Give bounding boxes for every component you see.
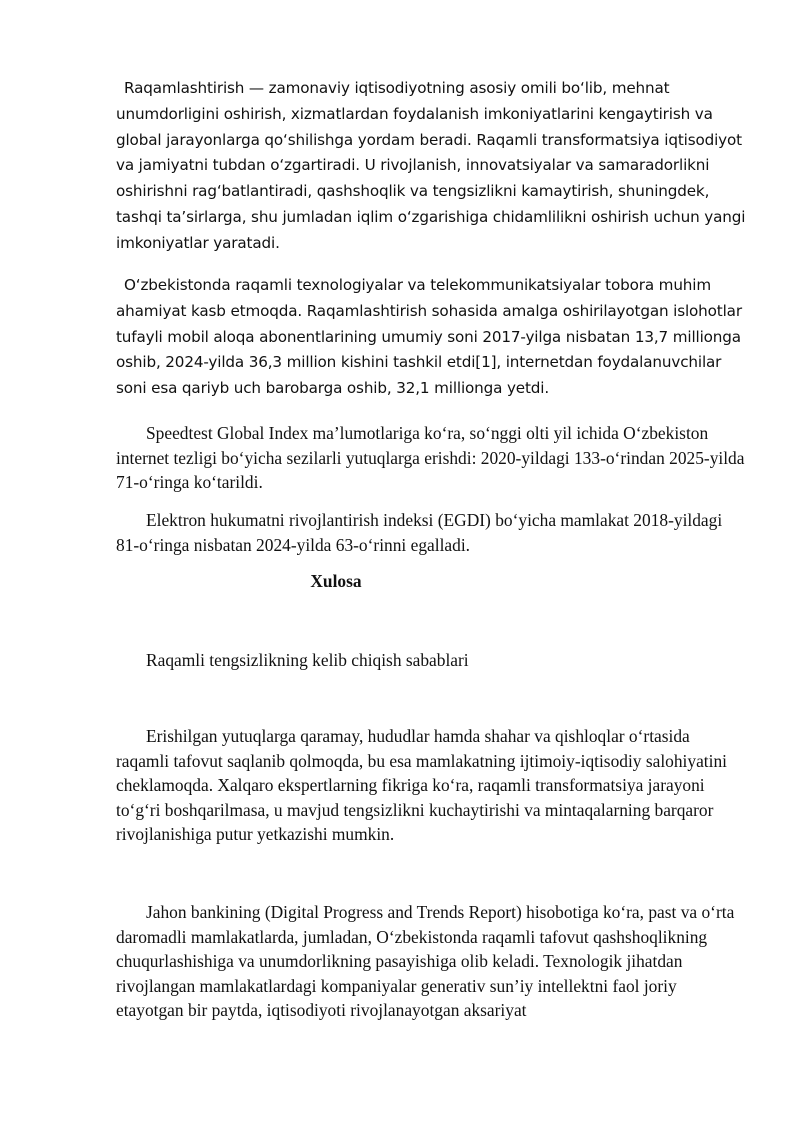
paragraph-world-bank-report: Jahon bankining (Digital Progress and Trends Report) hisobotiga ko‘ra, past va o‘rta daromadli mamlakatlarda, jumladan, O‘zbekistonda raqamli tafovut qashshoqlikning chuqurlashishiga va unumdorlikning pasayishiga olib keladi. Texnologik jihatdan rivojlangan mamlakatlardagi kompaniyalar generativ sun’iy intellektni faol joriy etayotgan bir paytda, iqtisodiyoti rivojlanayotgan aksariyat: [116, 902, 735, 1020]
paragraph-uzbekistan-telecom: O‘zbekistonda raqamli texnologiyalar va telekommunikatsiyalar tobora muhim ahamiyat kasb etmoqda. Raqamlashtirish sohasida amalga oshirilayotgan islohotlar tufayli mobil aloqa abonentlarining umumiy soni 2017-yilga nisbatan 13,7 millionga oshib, 2024-yilda 36,3 million kishini tashkil etdi[1], internetdan foydalanuvchilar soni esa qariyb uch barobarga oshib, 32,1 millionga yetdi.: [116, 276, 742, 398]
section-subheading: Raqamli tengsizlikning kelib chiqish sabablari: [146, 650, 469, 670]
paragraph-digital-divide: Erishilgan yutuqlarga qaramay, hududlar hamda shahar va qishloqlar o‘rtasida raqamli tafovut saqlanib qolmoqda, bu esa mamlakatning ijtimoiy-iqtisodiy salohiyatini cheklamoqda. Xalqaro ekspertlarning fikriga ko‘ra, raqamli transformatsiya jarayoni to‘g‘ri boshqarilmasa, u mavjud tengsizlikni kuchaytirishi va mintaqalarning barqaror rivojlanishiga putur yetkazishi mumkin.: [116, 726, 727, 844]
paragraph-egdi-index: Elektron hukumatni rivojlantirish indeksi (EGDI) bo‘yicha mamlakat 2018-yildagi 81-o‘ringa nisbatan 2024-yilda 63-o‘rinni egalladi.: [116, 510, 723, 555]
paragraph-digitalization-intro: Raqamlashtirish — zamonaviy iqtisodiyotning asosiy omili bo‘lib, mehnat unumdorligini oshirish, xizmatlardan foydalanish imkoniyatlarini kengaytirish va global jarayonlarga qo‘shilishga yordam beradi. Raqamli transformatsiya iqtisodiyot va jamiyatni tubdan o‘zgartiradi. U rivojlanish, innovatsiyalar va samaradorlikni oshirishni rag‘batlantiradi, qashshoqlik va tengsizlikni kamaytirish, shuningdek, tashqi ta’sirlarga, shu jumladan iqlim o‘zgarishiga chidamlilikni oshirish uchun yangi imkoniyatlar yaratadi.: [116, 79, 746, 252]
section-heading: Xulosa: [310, 571, 362, 591]
paragraph-speedtest-index: Speedtest Global Index ma’lumotlariga ko‘ra, so‘nggi olti yil ichida O‘zbekiston internet tezligi bo‘yicha sezilarli yutuqlarga erishdi: 2020-yildagi 133-o‘rindan 2025-yilda 71-o‘ringa ko‘tarildi.: [116, 423, 745, 492]
